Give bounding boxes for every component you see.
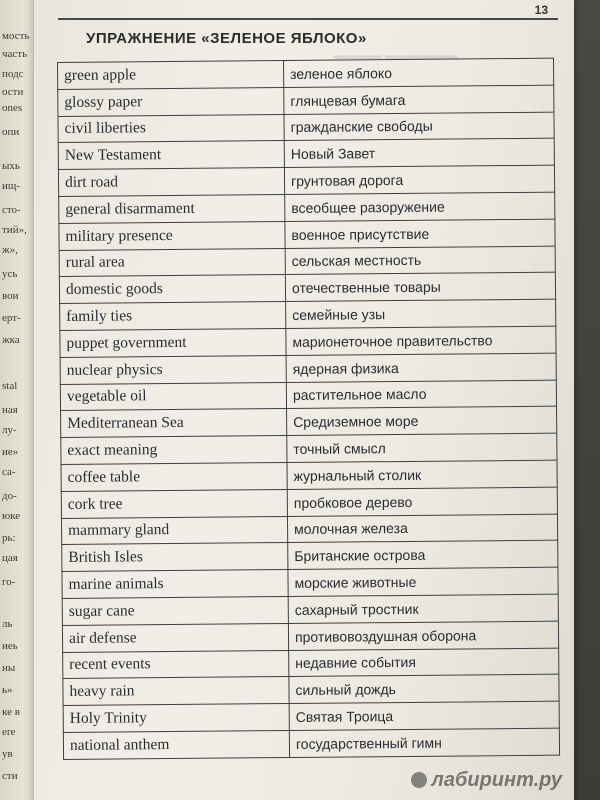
left-page-fragment: са- [2, 466, 16, 478]
left-page-fragment: юке [2, 510, 21, 522]
english-phrase: dirt road [58, 168, 284, 197]
left-page-fragment: ная [2, 404, 18, 416]
russian-translation: ядерная физика [286, 353, 556, 382]
english-phrase: family ties [60, 302, 286, 331]
russian-translation: военное присутствие [285, 219, 555, 248]
russian-translation: всеобщее разоружение [285, 192, 555, 221]
watermark-logo-icon [411, 772, 427, 788]
russian-translation: государственный гимн [289, 728, 559, 757]
russian-translation: сельская местность [285, 246, 555, 275]
left-page-fragment: вои [2, 290, 19, 302]
left-page-fragment: ие» [2, 446, 19, 458]
book-page [34, 0, 574, 800]
left-page-fragment: го- [2, 576, 16, 588]
left-page-fragment: опи [2, 126, 20, 138]
left-page-fragment: лу- [2, 424, 17, 436]
russian-translation: грунтовая дорога [284, 165, 554, 194]
left-page-fragment: ыхь [2, 160, 20, 172]
russian-translation: точный смысл [287, 433, 557, 462]
left-page-fragment: ерт- [2, 312, 21, 324]
russian-translation: Святая Троица [289, 701, 559, 730]
left-page-fragment: ости [2, 86, 24, 98]
left-page-fragment: ones [2, 102, 23, 114]
english-phrase: exact meaning [61, 436, 287, 465]
left-page-fragment: подс [2, 68, 24, 80]
russian-translation: Британские острова [288, 540, 558, 569]
left-page-fragment: stal [2, 380, 18, 392]
bleed-through: ▬▬▬▬ ▬▬▬▬▬▬ [334, 48, 457, 62]
russian-translation: недавние события [289, 648, 559, 677]
russian-translation: противовоздушная оборона [288, 621, 558, 650]
russian-translation: сахарный тростник [288, 594, 558, 623]
left-page-fragment: до- [2, 490, 17, 502]
english-phrase: British Isles [62, 543, 288, 572]
left-page-fragment: часть [2, 48, 28, 60]
russian-translation: молочная железа [287, 514, 557, 543]
english-phrase: military presence [59, 221, 285, 250]
left-page-fragment: мость [2, 30, 30, 42]
exercise-title: УПРАЖНЕНИЕ «ЗЕЛЕНОЕ ЯБЛОКО» [86, 30, 367, 47]
left-page-fragment: ув [2, 748, 13, 760]
left-page-fragment: усь [2, 268, 18, 280]
left-page-fragment: ны [2, 662, 16, 674]
english-phrase: general disarmament [59, 195, 285, 224]
left-page-fragment: ке в [2, 706, 20, 718]
english-phrase: Mediterranean Sea [61, 409, 287, 438]
english-phrase: green apple [58, 61, 284, 90]
english-phrase: cork tree [61, 489, 287, 518]
russian-translation: гражданские свободы [284, 112, 554, 141]
left-page-fragment: ere [2, 726, 16, 738]
russian-translation: семейные узы [286, 299, 556, 328]
russian-translation: марионеточное правительство [286, 326, 556, 355]
english-phrase: New Testament [58, 141, 284, 170]
english-phrase: coffee table [61, 462, 287, 491]
english-phrase: civil liberties [58, 114, 284, 143]
english-phrase: domestic goods [59, 275, 285, 304]
watermark-text: лабиринт.ру [431, 769, 562, 791]
vocabulary-table [57, 58, 560, 760]
left-page-edge [0, 0, 34, 800]
russian-translation: морские животные [288, 567, 558, 596]
russian-translation: зеленое яблоко [283, 58, 553, 87]
english-phrase: national anthem [63, 730, 289, 759]
left-page-fragment: ль [2, 618, 13, 630]
english-phrase: mammary gland [61, 516, 287, 545]
english-phrase: puppet government [60, 328, 286, 357]
left-page-fragment: жка [2, 334, 20, 346]
russian-translation: журнальный столик [287, 460, 557, 489]
russian-translation: Новый Завет [284, 139, 554, 168]
russian-translation: растительное масло [286, 380, 556, 409]
english-phrase: vegetable oil [60, 382, 286, 411]
russian-translation: сильный дождь [289, 674, 559, 703]
russian-translation: пробковое дерево [287, 487, 557, 516]
russian-translation: глянцевая бумага [284, 85, 554, 114]
vocabulary-row [63, 728, 559, 759]
left-page-fragment: тий», [2, 224, 27, 236]
left-page-fragment: иеь [2, 640, 18, 652]
watermark [411, 769, 562, 792]
english-phrase: glossy paper [58, 87, 284, 116]
left-page-fragment: ь» [2, 684, 13, 696]
header-rule [58, 18, 558, 20]
page-number: 13 [534, 3, 548, 17]
left-page-fragment: ж», [2, 244, 18, 256]
russian-translation: Средиземное море [287, 407, 557, 436]
russian-translation: отечественные товары [285, 273, 555, 302]
english-phrase: Holy Trinity [63, 704, 289, 733]
english-phrase: recent events [63, 650, 289, 679]
left-page-fragment: сти [2, 770, 18, 782]
english-phrase: sugar cane [62, 596, 288, 625]
left-page-fragment: цая [2, 552, 18, 564]
left-page-fragment: рь: [2, 532, 16, 544]
english-phrase: air defense [62, 623, 288, 652]
left-page-fragment: ищ- [2, 180, 21, 192]
english-phrase: nuclear physics [60, 355, 286, 384]
left-page-fragment: сто- [2, 204, 21, 216]
english-phrase: marine animals [62, 570, 288, 599]
english-phrase: rural area [59, 248, 285, 277]
english-phrase: heavy rain [63, 677, 289, 706]
